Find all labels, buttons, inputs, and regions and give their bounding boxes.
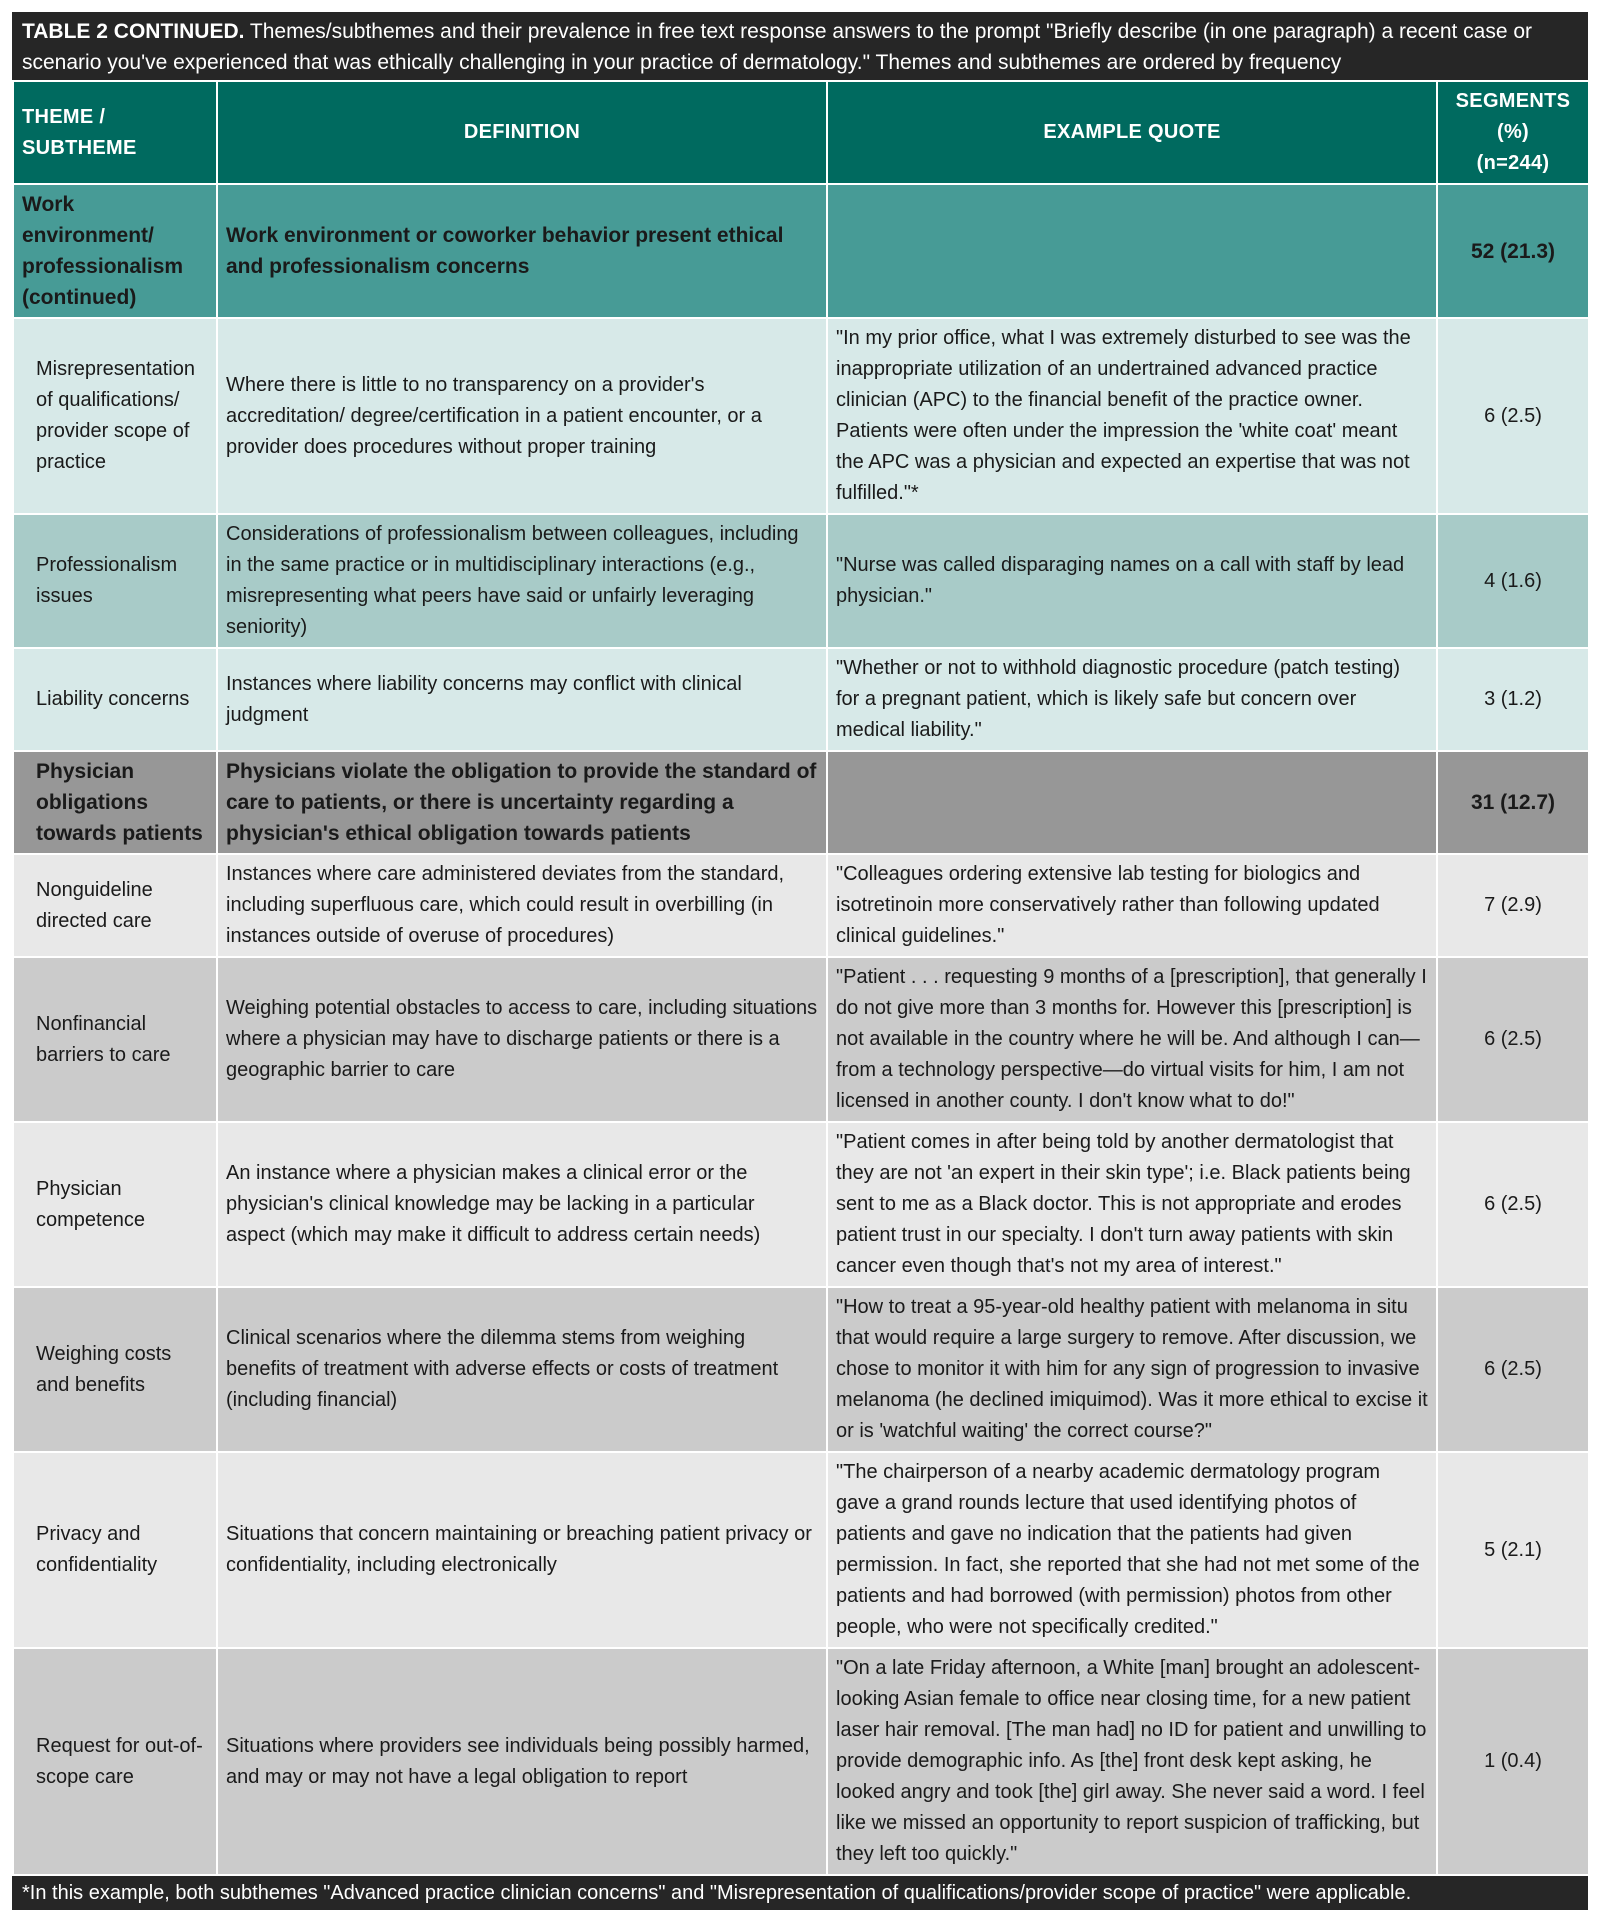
quote-cell: "Nurse was called disparaging names on a call with staff by lead physician." xyxy=(827,514,1437,648)
segments-cell: 6 (2.5) xyxy=(1437,957,1589,1122)
table-row xyxy=(13,1648,1589,1875)
table-row xyxy=(13,1452,1589,1648)
segments-cell: 31 (12.7) xyxy=(1437,751,1589,854)
theme-cell: Request for out-of-scope care xyxy=(13,1648,217,1875)
definition-cell: Work environment or coworker behavior present ethical and professionalism concerns xyxy=(217,184,827,318)
table-row xyxy=(13,514,1589,648)
table-caption xyxy=(12,12,1588,80)
definition-cell: Weighing potential obstacles to access to care, including situations where a physician may have to discharge patients or there is a geographic barrier to care xyxy=(217,957,827,1122)
segments-cell: 6 (2.5) xyxy=(1437,1287,1589,1452)
quote-cell xyxy=(827,184,1437,318)
definition-cell: Clinical scenarios where the dilemma stems from weighing benefits of treatment with adverse effects or costs of treatment (including financial) xyxy=(217,1287,827,1452)
header-quote: EXAMPLE QUOTE xyxy=(827,81,1437,184)
quote-cell: "On a late Friday afternoon, a White [man] brought an adolescent-looking Asian female to office near closing time, for a new patient laser hair removal. [The man had] no ID for patient and unwilling to provide demographic info. As [the] front desk kept asking, he looked angry and took [the] girl away. She never said a word. I feel like we missed an opportunity to report suspicion of trafficking, but they left too quickly." xyxy=(827,1648,1437,1875)
segments-cell: 6 (2.5) xyxy=(1437,318,1589,514)
table-row xyxy=(13,1287,1589,1452)
caption-label: TABLE 2 CONTINUED. xyxy=(22,20,245,43)
segments-cell: 6 (2.5) xyxy=(1437,1122,1589,1287)
table-row xyxy=(13,751,1589,854)
theme-cell: Liability concerns xyxy=(13,648,217,751)
theme-cell: Work environment/ professionalism (continued) xyxy=(13,184,217,318)
table-row xyxy=(13,854,1589,957)
definition-cell: Physicians violate the obligation to provide the standard of care to patients, or there is uncertainty regarding a physician's ethical obligation towards patients xyxy=(217,751,827,854)
themes-table xyxy=(12,80,1590,1876)
table-header-row xyxy=(13,81,1589,184)
quote-cell: "Whether or not to withhold diagnostic procedure (patch testing) for a pregnant patient, which is likely safe but concern over medical liability." xyxy=(827,648,1437,751)
quote-cell: "The chairperson of a nearby academic dermatology program gave a grand rounds lecture that used identifying photos of patients and gave no indication that the patients had given permission. In fact, she reported that she had not met some of the patients and had borrowed (with permission) photos from other people, who were not specifically credited." xyxy=(827,1452,1437,1648)
table-row xyxy=(13,648,1589,751)
theme-cell: Nonfinancial barriers to care xyxy=(13,957,217,1122)
quote-cell: "Patient comes in after being told by another dermatologist that they are not 'an expert in their skin type'; i.e. Black patients being sent to me as a Black doctor. This is not appropriate and erodes patient trust in our specialty. I don't turn away patients with skin cancer even though that's not my area of interest." xyxy=(827,1122,1437,1287)
segments-cell: 3 (1.2) xyxy=(1437,648,1589,751)
theme-cell: Weighing costs and benefits xyxy=(13,1287,217,1452)
theme-cell: Misrepresentation of qualifications/ provider scope of practice xyxy=(13,318,217,514)
table-row xyxy=(13,957,1589,1122)
quote-cell: "In my prior office, what I was extremely disturbed to see was the inappropriate utilization of an undertrained advanced practice clinician (APC) to the financial benefit of the practice owner. Patients were often under the impression the 'white coat' meant the APC was a physician and expected an expertise that was not fulfilled."* xyxy=(827,318,1437,514)
header-segments-n: (n=244) xyxy=(1476,152,1550,174)
quote-cell: "How to treat a 95-year-old healthy patient with melanoma in situ that would require a large surgery to remove. After discussion, we chose to monitor it with him for any sign of progression to invasive melanoma (he declined imiquimod). Was it more ethical to excise it or is 'watchful waiting' the correct course?" xyxy=(827,1287,1437,1452)
definition-cell: Where there is little to no transparency on a provider's accreditation/ degree/certification in a patient encounter, or a provider does procedures without proper training xyxy=(217,318,827,514)
definition-cell: Situations that concern maintaining or breaching patient privacy or confidentiality, including electronically xyxy=(217,1452,827,1648)
segments-cell: 52 (21.3) xyxy=(1437,184,1589,318)
table-footnote: *In this example, both subthemes "Advanced practice clinician concerns" and "Misrepresentation of qualifications/provider scope of practice" were applicable. xyxy=(12,1876,1588,1910)
theme-cell: Physician obligations towards patients xyxy=(13,751,217,854)
definition-cell: Considerations of professionalism between colleagues, including in the same practice or in multidisciplinary interactions (e.g., misrepresenting what peers have said or unfairly leveraging seniority) xyxy=(217,514,827,648)
header-theme: THEME / SUBTHEME xyxy=(13,81,217,184)
definition-cell: Situations where providers see individuals being possibly harmed, and may or may not have a legal obligation to report xyxy=(217,1648,827,1875)
header-segments-label: SEGMENTS (%) xyxy=(1455,90,1571,143)
quote-cell: "Patient . . . requesting 9 months of a [prescription], that generally I do not give more than 3 months for. However this [prescription] is not available in the country where he will be. And although I can—from a technology perspective—do virtual visits for him, I am not licensed in another county. I don't know what to do!" xyxy=(827,957,1437,1122)
segments-cell: 7 (2.9) xyxy=(1437,854,1589,957)
quote-cell xyxy=(827,751,1437,854)
definition-cell: Instances where liability concerns may conflict with clinical judgment xyxy=(217,648,827,751)
segments-cell: 4 (1.6) xyxy=(1437,514,1589,648)
theme-cell: Nonguideline directed care xyxy=(13,854,217,957)
theme-cell: Physician competence xyxy=(13,1122,217,1287)
theme-cell: Professionalism issues xyxy=(13,514,217,648)
quote-cell: "Colleagues ordering extensive lab testing for biologics and isotretinoin more conservatively rather than following updated clinical guidelines." xyxy=(827,854,1437,957)
table-row xyxy=(13,1122,1589,1287)
caption-text: Themes/subthemes and their prevalence in free text response answers to the prompt "Briefly describe (in one paragraph) a recent case or scenario you've experienced that was ethically challenging in your practice of dermatology." Themes and subthemes are ordered by frequency xyxy=(22,20,1533,74)
header-definition: DEFINITION xyxy=(217,81,827,184)
definition-cell: Instances where care administered deviates from the standard, including superfluous care, which could result in overbilling (in instances outside of overuse of procedures) xyxy=(217,854,827,957)
segments-cell: 5 (2.1) xyxy=(1437,1452,1589,1648)
header-segments xyxy=(1437,81,1589,184)
theme-cell: Privacy and confidentiality xyxy=(13,1452,217,1648)
themes-table-figure xyxy=(12,12,1588,1904)
table-row xyxy=(13,318,1589,514)
table-row xyxy=(13,184,1589,318)
segments-cell: 1 (0.4) xyxy=(1437,1648,1589,1875)
definition-cell: An instance where a physician makes a clinical error or the physician's clinical knowledge may be lacking in a particular aspect (which may make it difficult to address certain needs) xyxy=(217,1122,827,1287)
